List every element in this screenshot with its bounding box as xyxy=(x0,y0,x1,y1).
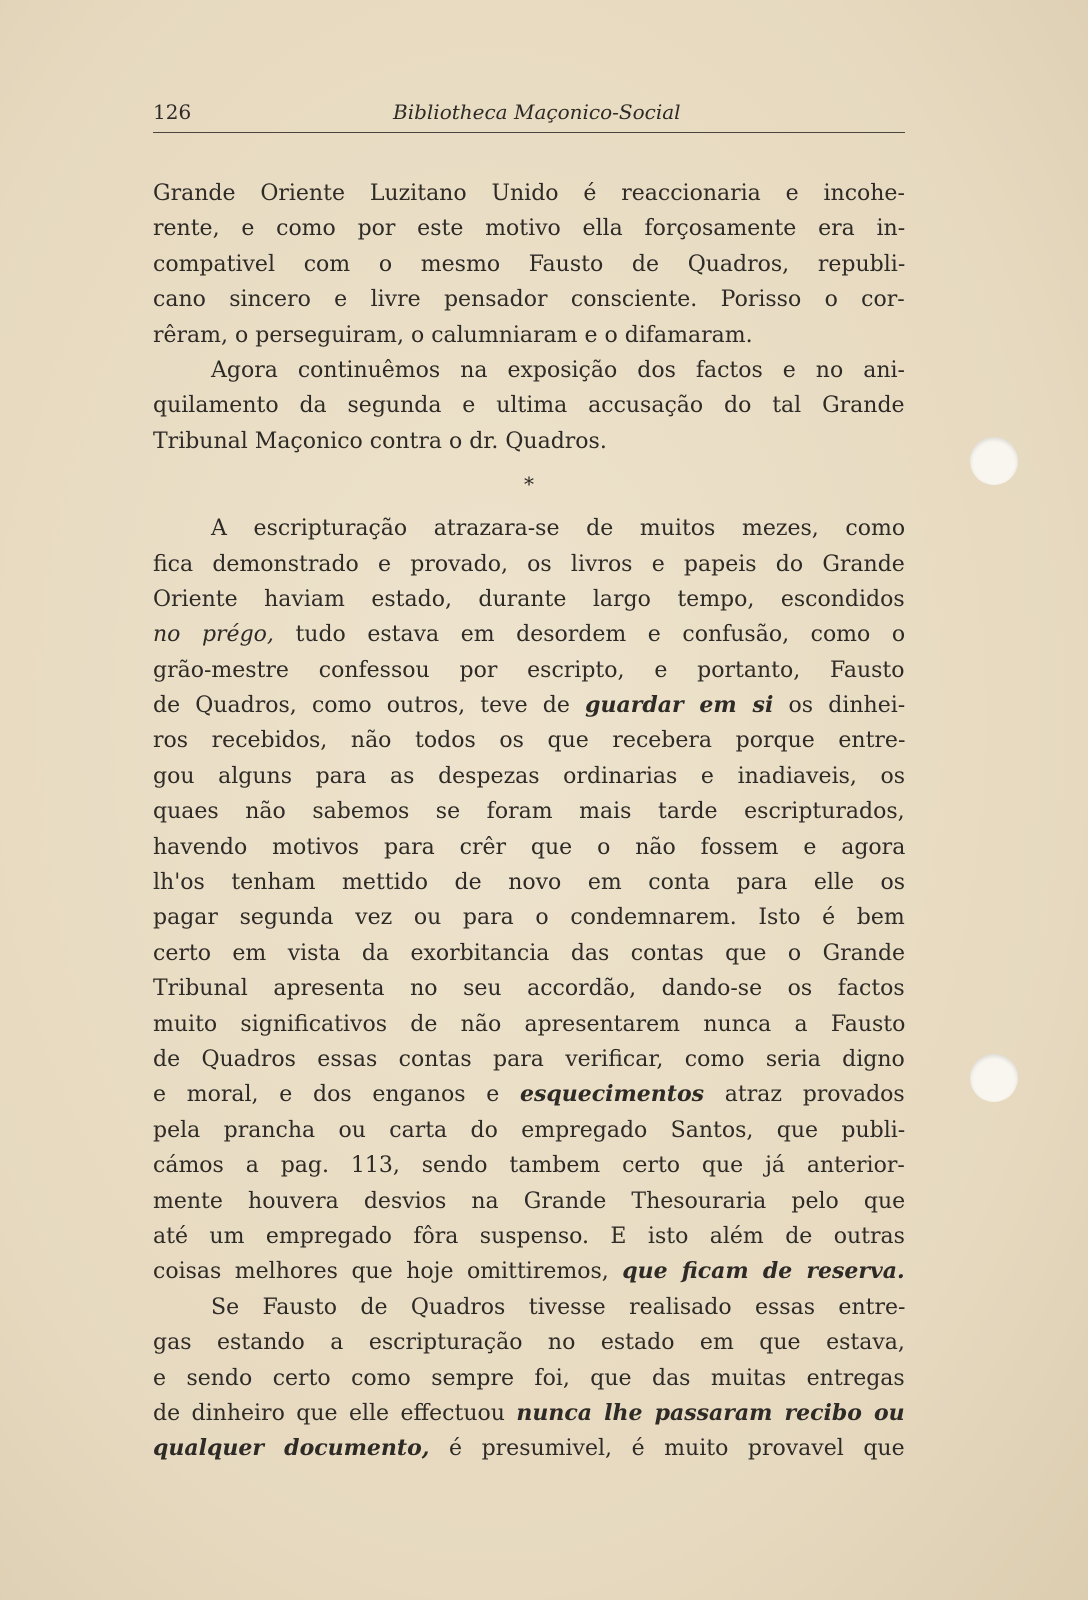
italic-phrase: que ficam de reserva. xyxy=(622,1258,905,1285)
text-line: Se Fausto de Quadros tivesse realisado essas entre- xyxy=(211,1294,906,1320)
text-line: pagar segunda vez ou para o condemnarem. Isto é bem xyxy=(153,905,905,931)
text-line: Grande Oriente Luzitano Unido é reaccionaria e incohe- xyxy=(153,181,905,206)
page-header xyxy=(153,96,905,133)
paragraph-1 xyxy=(153,176,905,353)
italic-phrase: no prégo, xyxy=(153,622,274,648)
paragraph-4 xyxy=(153,1290,905,1467)
paragraph-2 xyxy=(153,353,905,459)
text-line: Agora continuêmos na exposição dos factos e no ani- xyxy=(211,357,905,383)
text-line: de Quadros essas contas para verificar, como seria digno xyxy=(153,1046,905,1072)
binding-hole xyxy=(970,437,1018,485)
italic-phrase: qualquer documento, xyxy=(153,1435,430,1462)
text-line: grão-mestre confessou por escripto, e portanto, Fausto xyxy=(153,657,905,683)
text-line: muito significativos de não apresentarem nunca a Fausto xyxy=(153,1011,906,1037)
body-text xyxy=(153,176,905,1467)
binding-hole xyxy=(970,1054,1018,1102)
text-line: no prégo, tudo estava em desordem e confusão, como o xyxy=(153,622,906,648)
paragraph-3 xyxy=(153,511,905,1290)
text-line: coisas melhores que hoje omittiremos, que ficam de reserva. xyxy=(153,1258,905,1285)
text-line: e moral, e dos enganos e esquecimentos atraz provados xyxy=(153,1081,905,1108)
text-line: de Quadros, como outros, teve de guardar em si os dinhei- xyxy=(153,692,906,719)
section-separator: * xyxy=(524,472,534,497)
page-number: 126 xyxy=(153,100,192,124)
text-line: Tribunal Maçonico contra o dr. Quadros. xyxy=(153,428,607,454)
running-title: Bibliotheca Maçonico-Social xyxy=(393,100,681,124)
italic-phrase: guardar em si xyxy=(585,692,774,719)
text-line: A escripturação atrazara-se de muitos mezes, como xyxy=(211,516,906,542)
text-line: lh'os tenham mettido de novo em conta para elle os xyxy=(153,870,906,896)
text-line: Oriente haviam estado, durante largo tempo, escondidos xyxy=(153,586,905,612)
text-line: Tribunal apresenta no seu accordão, dando-se os factos xyxy=(153,976,905,1002)
text-line: de dinheiro que elle effectuou nunca lhe passaram recibo ou xyxy=(153,1399,905,1426)
italic-phrase: nunca lhe passaram recibo ou xyxy=(516,1399,905,1426)
text-line: havendo motivos para crêr que o não fossem e agora xyxy=(153,834,906,860)
text-line: gas estando a escripturação no estado em que estava, xyxy=(153,1330,905,1356)
text-line: fica demonstrado e provado, os livros e papeis do Grande xyxy=(153,551,905,577)
text-line: quilamento da segunda e ultima accusação do tal Grande xyxy=(153,393,905,419)
text-line: rêram, o perseguiram, o calumniaram e o difamaram. xyxy=(153,322,753,348)
text-line: rente, e como por este motivo ella forçosamente era in- xyxy=(153,216,906,242)
text-line: cámos a pag. 113, sendo tambem certo que já anterior- xyxy=(153,1153,905,1179)
text-line: compativel com o mesmo Fausto de Quadros, republi- xyxy=(153,251,906,277)
text-line: quaes não sabemos se foram mais tarde escripturados, xyxy=(153,799,905,825)
text-line: pela prancha ou carta do empregado Santos, que publi- xyxy=(153,1117,906,1143)
text-line: até um empregado fôra suspenso. E isto além de outras xyxy=(153,1223,905,1249)
text-line: gou alguns para as despezas ordinarias e inadiaveis, os xyxy=(153,763,906,789)
text-line: certo em vista da exorbitancia das contas que o Grande xyxy=(153,940,906,966)
italic-phrase: esquecimentos xyxy=(520,1081,705,1108)
text-line: ros recebidos, não todos os que recebera porque entre- xyxy=(153,728,906,754)
text-line: qualquer documento, é presumivel, é muito provavel que xyxy=(153,1435,905,1462)
text-line: e sendo certo como sempre foi, que das muitas entregas xyxy=(153,1365,905,1391)
text-line: mente houvera desvios na Grande Thesouraria pelo que xyxy=(153,1188,906,1214)
text-line: cano sincero e livre pensador consciente. Porisso o cor- xyxy=(153,287,905,313)
